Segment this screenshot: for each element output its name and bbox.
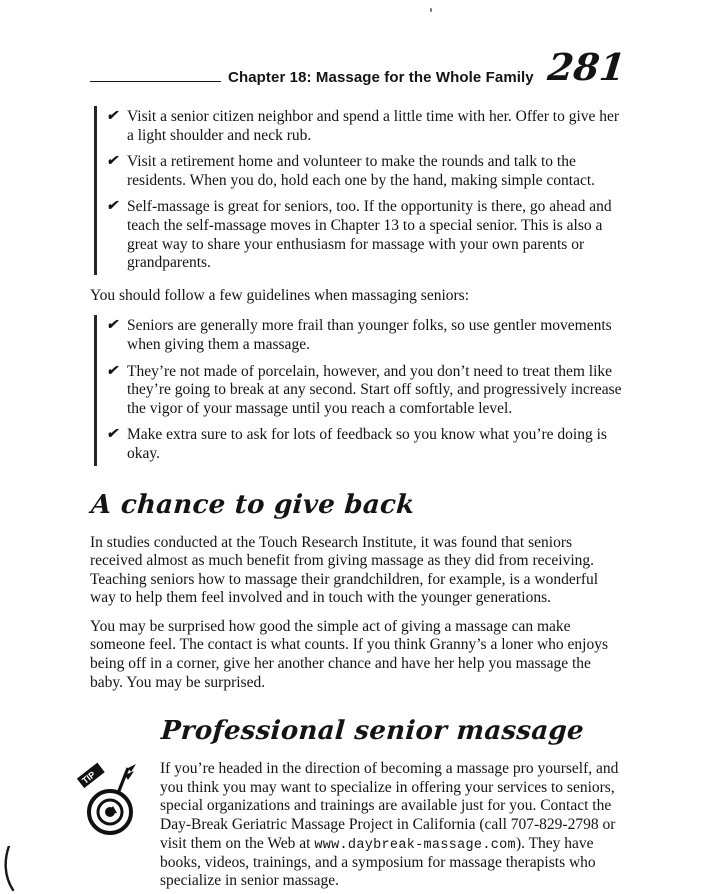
section-heading-professional: Professional senior massage [160,716,585,747]
check-bullet-icon: ✔ [105,109,121,124]
list-item [107,426,625,463]
check-bullet-icon: ✔ [105,199,121,215]
list-item-text: Self-massage is great for seniors, too. If the opportunity is there, go ahead and teach the self-massage moves in Chapter 13 to a special senior. This is also a great way to share your enthusiasm for massage with your own parents or grandparents. [127,198,612,272]
list-item [107,108,625,145]
list-item [107,153,625,190]
list-item [107,198,625,272]
running-head [90,42,628,89]
check-bullet-icon: ✔ [105,427,121,443]
list-item-text: Visit a senior citizen neighbor and spend a little time with her. Offer to give her a light shoulder and neck rub. [127,108,620,144]
list-item-text: Visit a retirement home and volunteer to make the rounds and talk to the residents. When you do, hold each one by the hand, making simple contact. [127,153,596,189]
chapter-title: Chapter 18: Massage for the Whole Family [228,69,534,86]
paragraph: In studies conducted at the Touch Research Institute, it was found that seniors received almost as much benefit from giving massage as they did from receiving. Teaching seniors how to massage their grandchildren, for example, is a wonderful way to help them feel involved and in touch with the younger generations. [90,533,599,607]
list-item-text: They’re not made of porcelain, however, and you don’t need to treat them like they’re going to break at any second. Start off softly, and progressively increase the vigor of your massage until you reach a comfortable level. [127,362,622,417]
list-item-text: Make extra sure to ask for lots of feedback so you know what you’re doing is okay. [127,426,607,462]
page-number: 281 [545,45,628,89]
checklist-guidelines [94,315,625,465]
tip-label-text: TIP [80,769,98,787]
paragraph: You may be surprised how good the simple act of giving a massage can make someone feel. The contact is what counts. If you think Granny’s a loner who enjoys being off in a corner, give her another chance and have her help you massage the baby. You may be surprised. [90,617,608,691]
check-bullet-icon: ✔ [105,154,121,170]
tip-block [80,760,625,891]
list-item-text: Seniors are generally more frail than younger folks, so use gentler movements when giving them a massage. [127,317,612,353]
check-bullet-icon: ✔ [105,363,121,379]
running-head-rule [90,81,221,82]
check-bullet-icon: ✔ [105,318,121,334]
list-item [107,317,625,354]
daybreak-url-text: www.daybreak-massage.com [314,837,516,853]
tip-bullseye-icon [76,762,148,840]
page-content [80,0,628,894]
guidelines-intro: You should follow a few guidelines when massaging seniors: [90,286,470,304]
tip-text-before-url: If you’re headed in the direction of becoming a massage pro yourself, and you think you may want to specialize in offering your services to seniors, special organizations and trainings are available just for you. Contact the Day-Break Geriatric Massage Project in California (call 707-829-2798 or visit them on the Web at [160,760,619,852]
checklist-senior-visits [94,106,625,275]
tip-text-after-url: ). They have books, videos, trainings, and a symposium for massage therapists who specialize in senior massage. [160,834,596,890]
scan-artifact-stroke [2,846,18,892]
section-heading-give-back: A chance to give back [90,489,416,520]
tip-paragraph [160,760,625,891]
list-item [107,363,625,419]
